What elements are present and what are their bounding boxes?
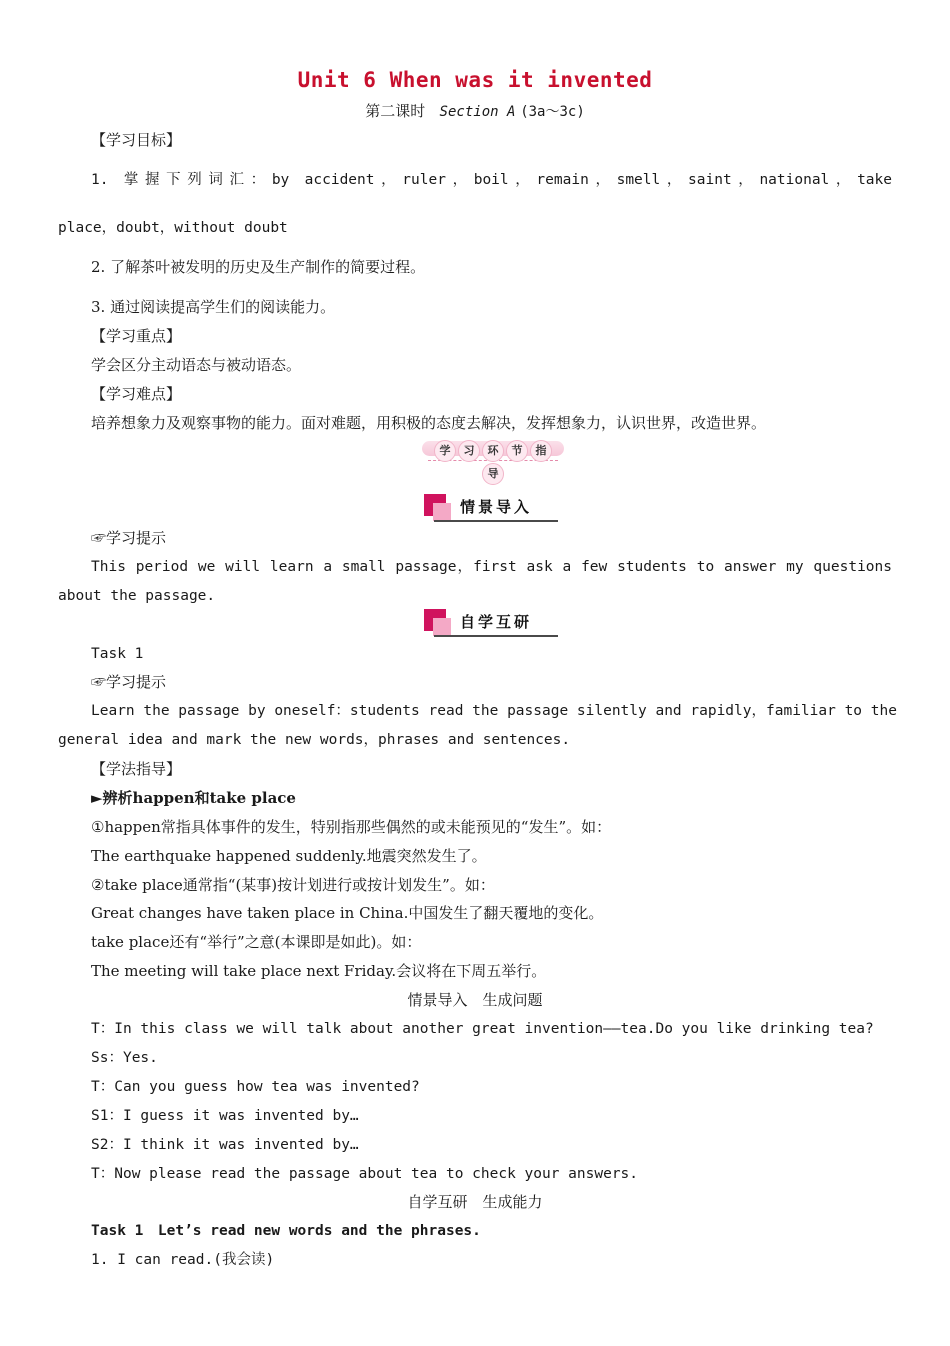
method-line: ①happen常指具体事件的发生，特别指那些偶然的或未能预见的“发生”。如：	[91, 818, 612, 836]
dialogue-heading: 情景导入 生成问题	[407, 991, 543, 1009]
guide-char: 指	[530, 440, 552, 462]
difficulties-text: 培养想象力及观察事物的能力。面对难题，用积极的态度去解决，发挥想象力，认识世界，改造世界。	[91, 414, 767, 432]
method-line: ②take place通常指“(某事)按计划进行或按计划发生”。如：	[91, 876, 495, 894]
section-label: Section A	[439, 104, 516, 120]
self-tip-label: ☞学习提示	[91, 673, 167, 691]
guide-char: 学	[434, 440, 456, 462]
key-points-heading: 【学习重点】	[91, 327, 182, 345]
dialogue-line: T：In this class we will talk about another great invention——tea.Do you like drinking tea?	[91, 1021, 874, 1037]
section-header-self-study: 自学互研	[424, 609, 558, 637]
ability-heading: 自学互研 生成能力	[407, 1193, 543, 1211]
intro-line1: This period we will learn a small passage，first ask a few students to answer my questions	[91, 559, 892, 575]
page-title: Unit 6 When was it invented	[297, 68, 653, 92]
method-line: The earthquake happened suddenly.地震突然发生了。	[91, 847, 487, 865]
guide-char: 导	[482, 463, 504, 485]
intro-tip-label: ☞学习提示	[91, 529, 167, 547]
task-final: Task 1 Let’s read new words and the phrases.	[91, 1223, 481, 1239]
guide-char: 习	[458, 440, 480, 462]
page-subtitle	[0, 100, 950, 121]
intro-line2: about the passage.	[58, 588, 216, 604]
self-line2: general idea and mark the new words，phrases and sentences.	[58, 732, 571, 748]
section-range: (3a～3c)	[520, 104, 585, 120]
read-item: 1. I can read.(我会读)	[91, 1252, 275, 1268]
guide-char: 节	[506, 440, 528, 462]
objective-3: 3. 通过阅读提高学生们的阅读能力。	[91, 298, 336, 316]
method-line: The meeting will take place next Friday.会议将在下周五举行。	[91, 962, 547, 980]
objectives-heading: 【学习目标】	[91, 131, 182, 149]
method-line: Great changes have taken place in China.中国发生了翻天覆地的变化。	[91, 904, 604, 922]
dialogue-line: S2：I think it was invented by…	[91, 1137, 359, 1153]
section-header-intro: 情景导入	[424, 494, 558, 522]
dialogue-line: S1：I guess it was invented by…	[91, 1108, 359, 1124]
method-heading: 【学法指导】	[91, 760, 182, 778]
dialogue-line: T：Can you guess how tea was invented?	[91, 1079, 420, 1095]
objective-2: 2. 了解茶叶被发明的历史及生产制作的简要过程。	[91, 258, 426, 276]
task-label: Task 1	[91, 646, 144, 662]
difficulties-heading: 【学习难点】	[91, 385, 182, 403]
lesson-label: 第二课时	[365, 102, 426, 120]
dialogue-line: T：Now please read the passage about tea to check your answers.	[91, 1166, 639, 1182]
dialogue-line: Ss：Yes.	[91, 1050, 158, 1066]
self-line1: Learn the passage by oneself：students read the passage silently and rapidly，familiar to the	[91, 703, 897, 719]
guide-char: 环	[482, 440, 504, 462]
objective-1-line1: 1. 掌握下列词汇：by accident，ruler，boil，remain，smell，saint，national，take	[91, 172, 892, 188]
guide-banner	[422, 438, 564, 480]
objective-1-line2: place，doubt，without doubt	[58, 220, 288, 236]
key-points-text: 学会区分主动语态与被动语态。	[91, 356, 302, 374]
method-title: ►辨析happen和take place	[91, 789, 296, 807]
method-line: take place还有“举行”之意(本课即是如此)。如：	[91, 933, 422, 951]
